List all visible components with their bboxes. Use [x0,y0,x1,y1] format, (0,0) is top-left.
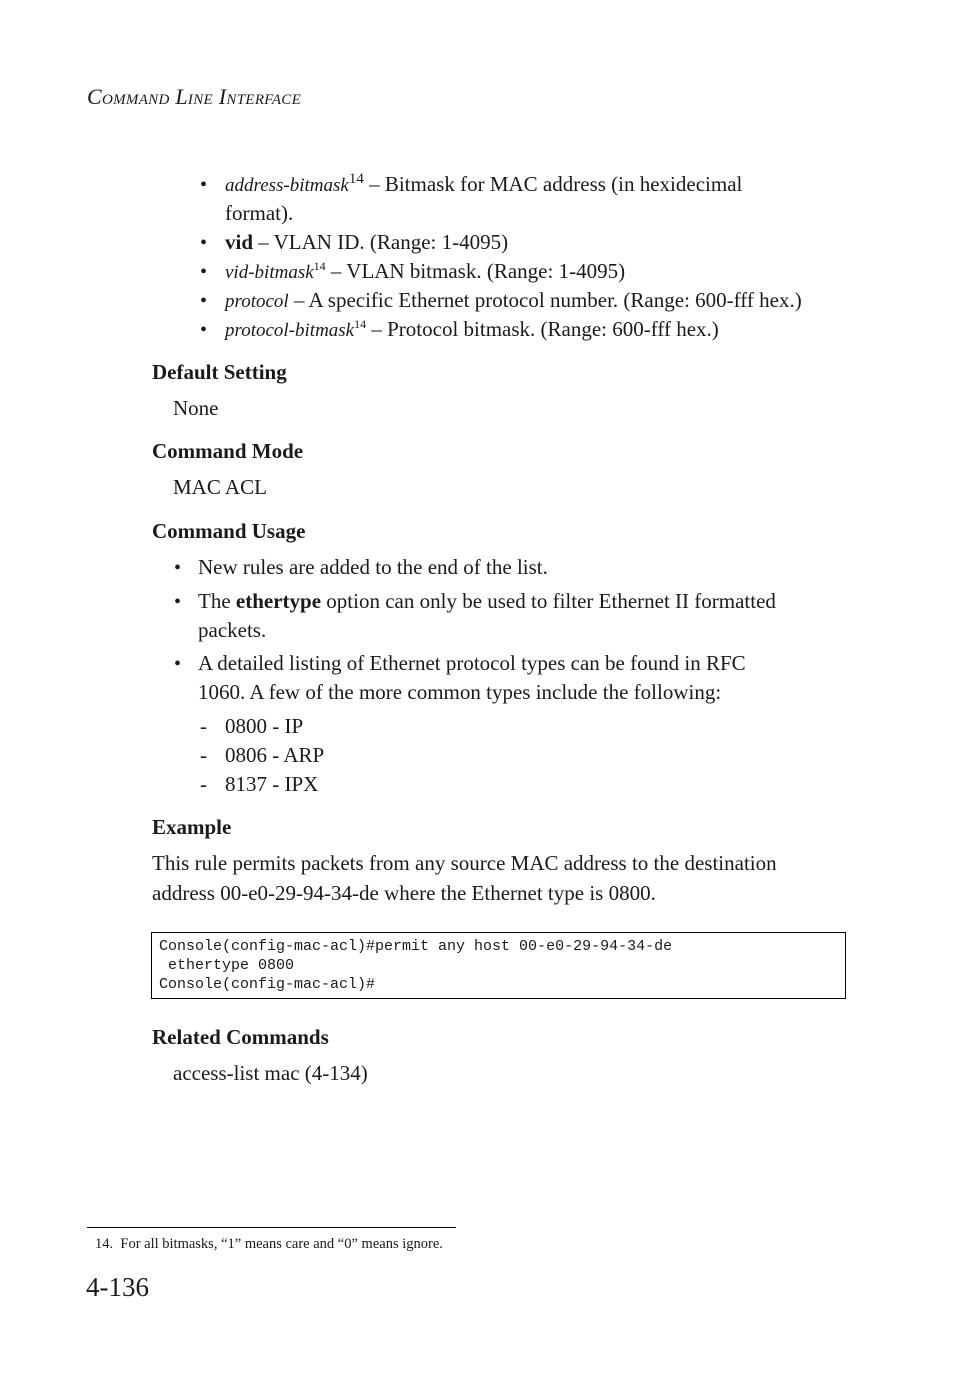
dash-glyph: - [200,743,207,767]
type-item: 0806 - ARP [225,743,325,767]
bullet-glyph: • [200,261,208,283]
example-heading: Example [152,815,232,839]
example-text-line-1: This rule permits packets from any source MAC address to the destination [152,851,777,875]
param-address-bitmask-cont: format). [225,201,294,225]
usage-item-2-cont: packets. [198,618,267,642]
bullet-glyph: • [174,557,182,579]
command-mode-heading: Command Mode [152,439,304,463]
code-line: Console(config-mac-acl)#permit any host 00-e0-29-94-34-de [159,938,673,955]
code-example-box [151,932,846,999]
default-setting-heading: Default Setting [152,360,287,384]
param-protocol: protocol – A specific Ethernet protocol number. (Range: 600-fff hex.) [225,288,802,312]
bullet-glyph: • [200,174,208,196]
related-commands-heading: Related Commands [152,1025,329,1049]
command-usage-heading: Command Usage [152,519,306,543]
param-vid: vid – VLAN ID. (Range: 1-4095) [225,230,509,254]
default-setting-value: None [173,396,219,420]
param-protocol-bitmask: protocol-bitmask$^{14}$ – Protocol bitmask. (Range: 600-fff hex.) [225,317,719,341]
bullet-glyph: • [174,591,182,613]
type-item: 8137 - IPX [225,772,319,796]
bullet-glyph: • [200,232,208,254]
footnote-rule [87,1227,456,1228]
dash-glyph: - [200,714,207,738]
bullet-glyph: • [174,653,182,675]
code-line: Console(config-mac-acl)# [159,976,376,993]
usage-item-2: The ethertype option can only be used to filter Ethernet II formatted [198,589,776,613]
bullet-glyph: • [200,290,208,312]
code-line: ethertype 0800 [159,957,295,974]
example-text-line-2: address 00-e0-29-94-34-de where the Ethernet type is 0800. [152,881,656,905]
page-number: 4-136 [86,1272,149,1302]
command-mode-value: MAC ACL [173,475,267,499]
running-head: Command Line Interface [87,84,302,109]
param-vid-bitmask: vid-bitmask$^{14}$ – VLAN bitmask. (Range: 1-4095) [225,259,626,283]
usage-item-3-line-1: A detailed listing of Ethernet protocol types can be found in RFC [198,651,746,675]
type-item: 0800 - IP [225,714,304,738]
dash-glyph: - [200,772,207,796]
footnote: 14. For all bitmasks, “1” means care and “0” means ignore. [95,1236,443,1252]
bullet-glyph: • [200,319,208,341]
related-command-link[interactable]: access-list mac (4-134) [173,1061,368,1085]
usage-item-1: New rules are added to the end of the list. [198,555,548,579]
usage-item-3-line-2: 1060. A few of the more common types include the following: [198,680,722,704]
param-address-bitmask: address-bitmask$^{14}$ – Bitmask for MAC address (in hexidecimal [225,171,743,196]
